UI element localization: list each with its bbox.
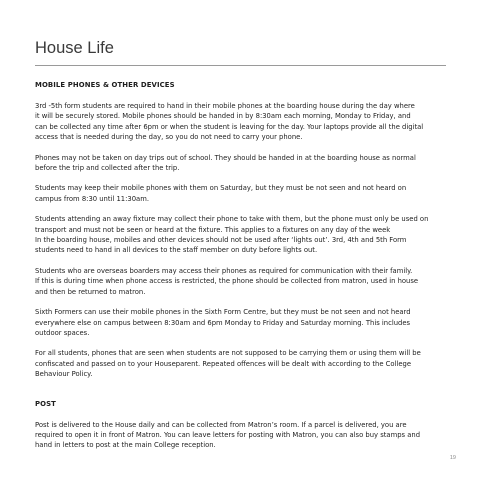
paragraph-line: transport and must not be seen or heard at the fixture. This applies to a fixtures on any day of the week <box>35 225 391 234</box>
paragraph-line: campus from 8:30 until 11:30am. <box>35 194 150 203</box>
paragraph <box>35 348 446 379</box>
paragraph <box>35 266 446 297</box>
section-post <box>35 400 446 451</box>
paragraph-line: students need to hand in all devices to the staff member on duty before lights out. <box>35 246 318 255</box>
paragraph-line: can be collected any time after 6pm or when the student is leaving for the day. Your laptops provide all the digital <box>35 122 424 131</box>
paragraph <box>35 183 446 204</box>
paragraph <box>35 307 446 338</box>
paragraph-line: before the trip and collected after the trip. <box>35 164 180 173</box>
paragraph-line: Behaviour Policy. <box>35 370 93 379</box>
title-divider <box>35 65 446 66</box>
paragraph-line: If this is during time when phone access is restricted, the phone should be collected from matron, used in house <box>35 277 419 286</box>
section-heading-post: POST <box>35 399 56 408</box>
paragraph-line: Sixth Formers can use their mobile phones in the Sixth Form Centre, but they must be not seen and not heard <box>35 308 411 317</box>
paragraph <box>35 153 446 174</box>
paragraph-line: For all students, phones that are seen when students are not supposed to be carrying them or using them will be <box>35 349 421 358</box>
paragraph-line: In the boarding house, mobiles and other devices should not be used after ‘lights out’. 3rd, 4th and 5th Form <box>35 236 407 245</box>
paragraph-line: outdoor spaces. <box>35 328 90 337</box>
page-title: House Life <box>35 39 114 57</box>
paragraph-line: required to open it in front of Matron. You can leave letters for posting with Matron, you can also buy stamps and <box>35 430 421 439</box>
document-page <box>35 38 446 451</box>
section-mobile-phones <box>35 81 446 380</box>
paragraph-line: everywhere else on campus between 8:30am and 6pm Monday to Friday and Saturday morning. This includes <box>35 318 411 327</box>
paragraph-line: hand in letters to post at the main College reception. <box>35 441 216 450</box>
paragraph-line: confiscated and passed on to your Houseparent. Repeated offences will be dealt with according to the College <box>35 359 412 368</box>
paragraph-line: Students attending an away fixture may collect their phone to take with them, but the phone must only be used on <box>35 215 429 224</box>
paragraph <box>35 420 446 451</box>
paragraph-line: and then be returned to matron. <box>35 287 146 296</box>
section-heading-mobile-phones: MOBILE PHONES & OTHER DEVICES <box>35 81 175 89</box>
paragraph-line: Phones may not be taken on day trips out of school. They should be handed in at the boarding house as normal <box>35 153 416 162</box>
paragraph-line: Students who are overseas boarders may access their phones as required for communication with their family. <box>35 266 413 275</box>
paragraph-line: it will be securely stored. Mobile phones should be handed in by 8:30am each morning, Monday to Friday, and <box>35 112 411 121</box>
paragraph-line: Students may keep their mobile phones with them on Saturday, but they must be not seen and not heard on <box>35 184 407 193</box>
page-number: 19 <box>449 455 456 461</box>
paragraph-line: 3rd -5th form students are required to hand in their mobile phones at the boarding house during the day where <box>35 102 415 110</box>
paragraph-line: access that is needed during the day, so you do not need to carry your phone. <box>35 133 303 142</box>
paragraph-line: Post is delivered to the House daily and can be collected from Matron’s room. If a parcel is delivered, you are <box>35 420 407 429</box>
paragraph <box>35 101 446 143</box>
paragraph <box>35 214 446 256</box>
